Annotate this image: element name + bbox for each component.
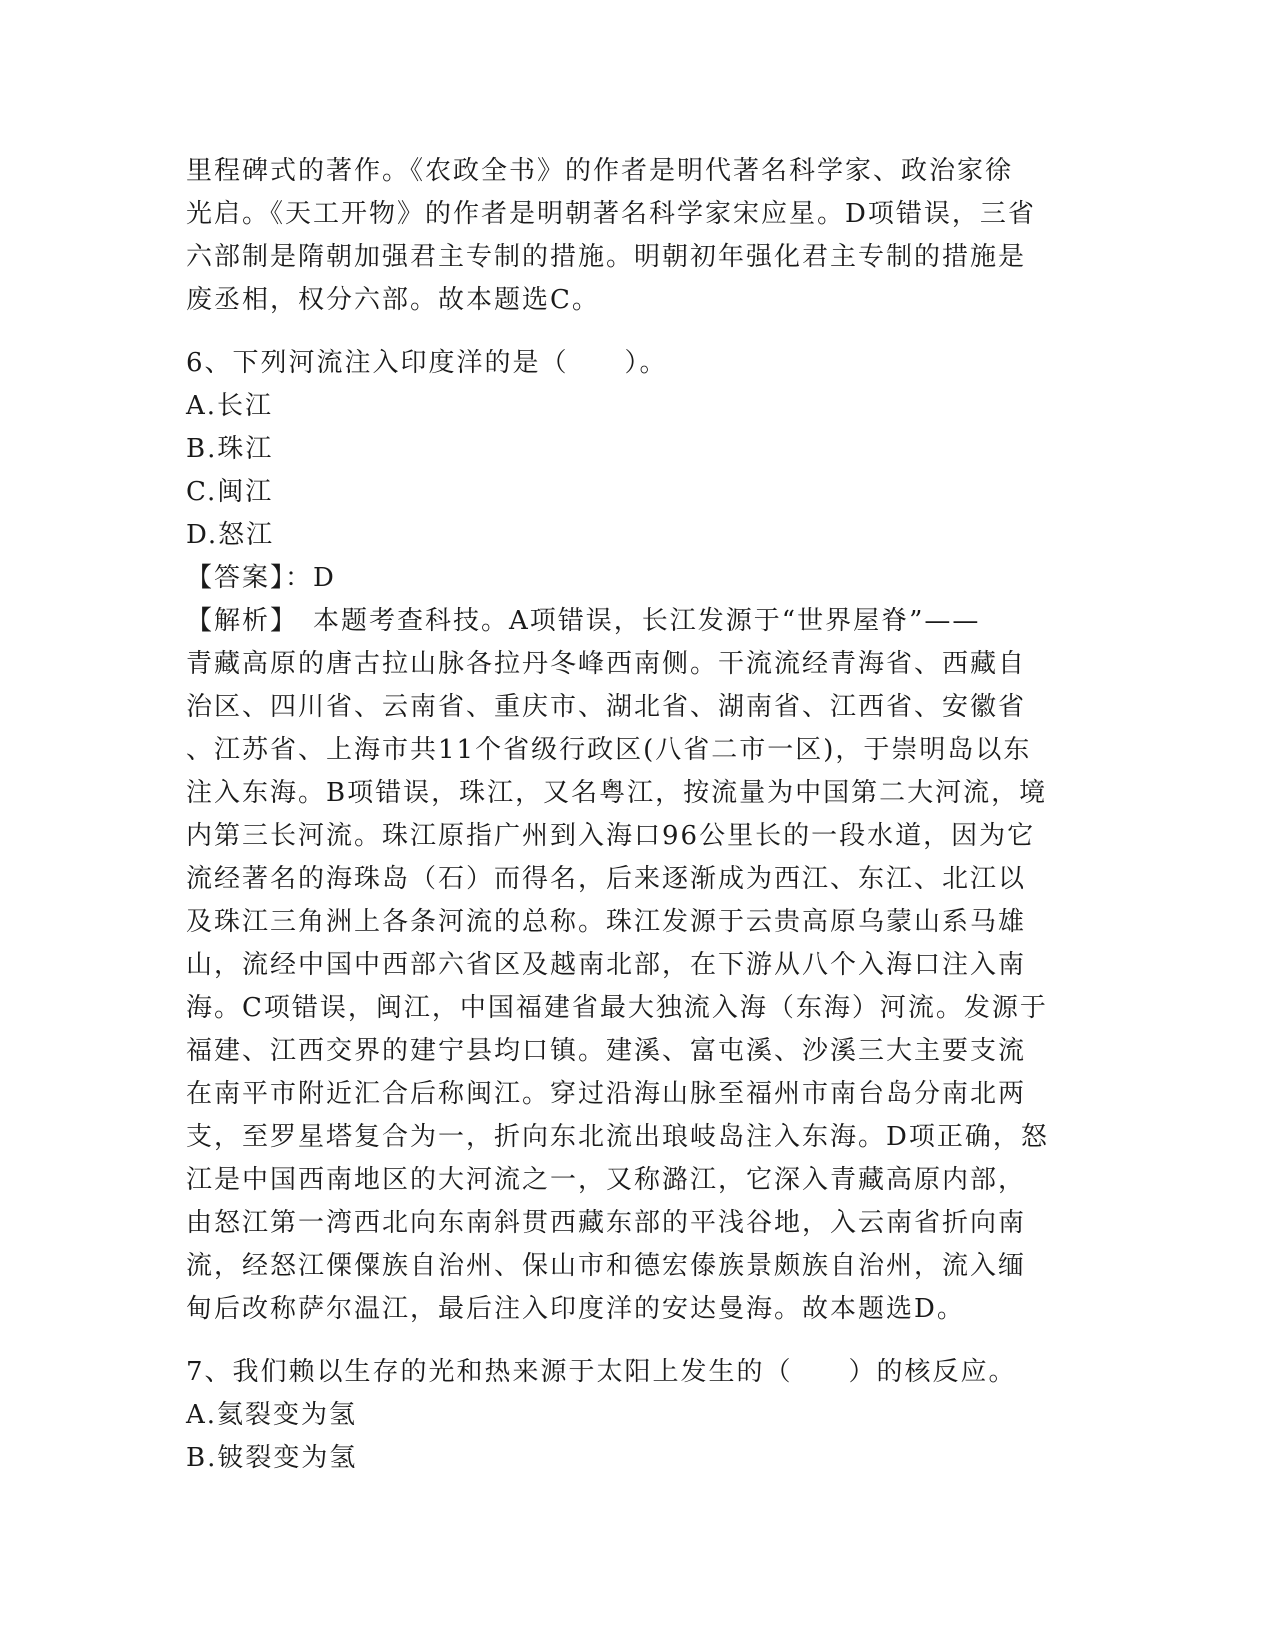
text-line: 甸后改称萨尔温江，最后注入印度洋的安达曼海。故本题选D。 xyxy=(186,1294,965,1324)
text-line: 注入东海。B项错误，珠江，又名粤江，按流量为中国第二大河流，境 xyxy=(186,778,1048,808)
question-stem: 6、下列河流注入印度洋的是（ ）。 xyxy=(186,348,668,378)
text-line: 由怒江第一湾西北向东南斜贯西藏东部的平浅谷地，入云南省折向南 xyxy=(186,1208,1027,1238)
option-b: B.铍裂变为氢 xyxy=(186,1443,358,1473)
text-line: 海。C项错误，闽江，中国福建省最大独流入海（东海）河流。发源于 xyxy=(186,993,1048,1023)
text-line: 江是中国西南地区的大河流之一，又称潞江，它深入青藏高原内部， xyxy=(186,1165,1027,1195)
answer: 【答案】：D xyxy=(186,563,336,593)
text-line: 六部制是隋朝加强君主专制的措施。明朝初年强化君主专制的措施是 xyxy=(186,242,1027,272)
document-page xyxy=(186,150,1086,1480)
text-line: 里程碑式的著作。《农政全书》的作者是明代著名科学家、政治家徐 xyxy=(186,156,1014,186)
question-7 xyxy=(186,1351,1086,1480)
text-line: 流经著名的海珠岛（石）而得名，后来逐渐成为西江、东江、北江以 xyxy=(186,864,1027,894)
text-line: 光启。《天工开物》的作者是明朝著名科学家宋应星。D项错误，三省 xyxy=(186,199,1036,229)
text-line: 治区、四川省、云南省、重庆市、湖北省、湖南省、江西省、安徽省 xyxy=(186,692,1027,722)
text-line: 福建、江西交界的建宁县均口镇。建溪、富屯溪、沙溪三大主要支流 xyxy=(186,1036,1027,1066)
option-c: C.闽江 xyxy=(186,477,274,507)
text-line: 山，流经中国中西部六省区及越南北部，在下游从八个入海口注入南 xyxy=(186,950,1027,980)
option-a: A.氦裂变为氢 xyxy=(186,1400,358,1430)
text-line: 在南平市附近汇合后称闽江。穿过沿海山脉至福州市南台岛分南北两 xyxy=(186,1079,1027,1109)
question-stem: 7、我们赖以生存的光和热来源于太阳上发生的（ ）的核反应。 xyxy=(186,1357,1017,1387)
text-line: 【解析】 本题考查科技。A项错误，长江发源于“世界屋脊”—— xyxy=(186,606,981,636)
question-6 xyxy=(186,342,1086,1331)
spacer xyxy=(186,322,1086,342)
text-line: 废丞相，权分六部。故本题选C。 xyxy=(186,285,600,315)
text-line: 内第三长河流。珠江原指广州到入海口96公里长的一段水道，因为它 xyxy=(186,821,1036,851)
previous-explanation xyxy=(186,150,1086,322)
text-line: 及珠江三角洲上各条河流的总称。珠江发源于云贵高原乌蒙山系马雄 xyxy=(186,907,1027,937)
text-line: 支，至罗星塔复合为一，折向东北流出琅岐岛注入东海。D项正确，怒 xyxy=(186,1122,1049,1152)
spacer xyxy=(186,1331,1086,1351)
text-line: 、江苏省、上海市共11个省级行政区(八省二市一区)，于崇明岛以东 xyxy=(186,735,1032,765)
option-b: B.珠江 xyxy=(186,434,274,464)
option-d: D.怒江 xyxy=(186,520,275,550)
text-line: 流，经怒江傈僳族自治州、保山市和德宏傣族景颇族自治州，流入缅 xyxy=(186,1251,1027,1281)
explanation xyxy=(186,600,1086,1331)
option-a: A.长江 xyxy=(186,391,274,421)
text-line: 青藏高原的唐古拉山脉各拉丹冬峰西南侧。干流流经青海省、西藏自 xyxy=(186,649,1027,679)
